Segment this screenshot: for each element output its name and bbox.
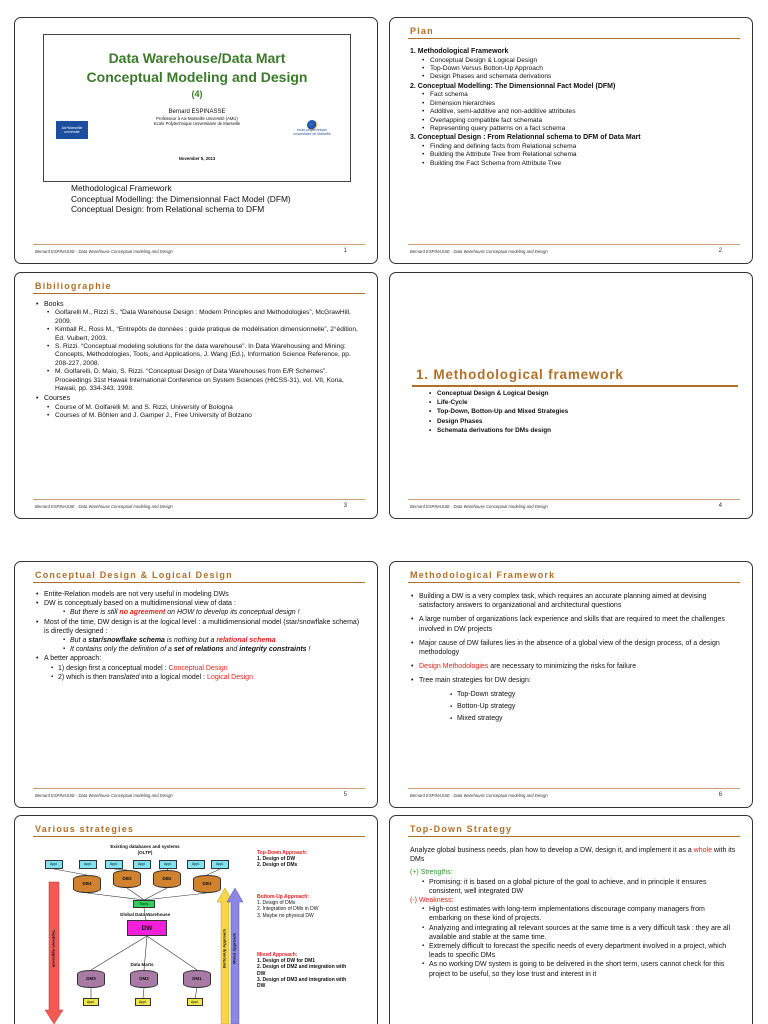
appl-box: Appl. [79, 860, 97, 869]
dw-box: DW [127, 920, 167, 936]
slide-title: Methodological Framework [410, 570, 556, 580]
title-box [43, 34, 351, 182]
slide-footer: Bernard ESPINASSE - Data Warehouse Conceptual modeling and Design [410, 793, 548, 798]
slide-footer: Bernard ESPINASSE - Data Warehouse Conceptual modeling and Design [35, 249, 173, 254]
slide-4 [389, 272, 753, 519]
courses-list: • Course of M. Golfarelli M. and S. Rizzi, University of Bologna • Courses of M. Böhlen and J. Gamper J., Free University of Bolzano [35, 404, 361, 421]
slide-body [410, 846, 736, 979]
slide-title: Plan [410, 26, 434, 36]
part-number: (4) [191, 89, 203, 99]
mixed-arrow-label: Mixed Approach [231, 933, 237, 964]
bottomup-arrow-label: BottomUp Approach [221, 929, 227, 968]
title-divider [33, 836, 365, 837]
appl-box: Appl. [45, 860, 63, 869]
slide-5 [14, 561, 378, 808]
strategies-diagram [35, 842, 247, 1024]
plan-section-3-list: • Finding and defining facts from Relational schema • Building the Attribute Tree from Relational schema • Building the Fact Schema from Attribute Tree [410, 143, 736, 168]
strategy-list: ▪ Top-Down strategy ▪ Botton-Up strategy ▪ Mixed strategy [422, 689, 736, 725]
courses-heading: • Courses [35, 394, 361, 403]
db-cylinder: DB1 [193, 875, 221, 893]
slide-title: Conceptual Design & Logical Design [35, 570, 233, 580]
data-marts-label: Data Marts [130, 962, 154, 967]
slide-footer: Bernard ESPINASSE - Data Warehouse Conceptual modeling and Design [410, 504, 548, 509]
plan-body: 1. Methodological Framework • Conceptual Design & Logical Design • Top-Down Versus Botton-Up Approach • Design Phases and schemata derivations 2. Conceptual Modelling: The Dimensionnal Fact Model (DFM) • Fact schema • Dimension hierarchies • Additive, semi-additive and non-additive attributes • Overlapping compatible fact schemata • Representing query patterns on a fact schema 3. Conceptual Design : From Relationnal schema to DFM of Data Mart • Finding and defining facts from Relational schema • Building the Attribute Tree from Relational schema • Building the Fact Schema from Attribute Tree [410, 47, 736, 168]
appl-box: Appl. [135, 998, 151, 1006]
page-number: 2 [718, 248, 722, 254]
plan-section-2-list: • Fact schema • Dimension hierarchies • Additive, semi-additive and non-additive attributes • Overlapping compatible fact schemata • Representing query patterns on a fact schema [410, 91, 736, 133]
slide-footer: Bernard ESPINASSE - Data Warehouse Conceptual modeling and Design [35, 793, 173, 798]
title-divider [408, 836, 740, 837]
section-title: 1. Methodological framework [416, 367, 624, 382]
amu-logo: Aix*Marseille université [56, 121, 88, 139]
slide-title: Various strategies [35, 824, 135, 834]
weakness-list: ▪ High-cost estimates with long-term implementations discourage company managers from embarking on these kind of projects. ▪ Analyzing and integrating all relevant sources at the same time is a very difficult task : they are all available and stable at the same time. ▪ Extremely difficult to forecast the specific needs of every department involved in a project, which leads to specific DMs ▪ As no working DW system is going to be delivered in the short term, users cannot check for this project to be useful, so they lose trust and interest in it [394, 905, 736, 979]
footer-divider [33, 244, 365, 245]
appl-box: Appl. [187, 860, 205, 869]
footer-divider [408, 244, 740, 245]
title-divider [412, 385, 738, 387]
global-dw-label: Global Data Warehouse [119, 912, 171, 917]
dm-cylinder: DM3 [77, 970, 105, 988]
bottomup-legend: Bottom-Up Approach: 1. Design of DMs 2. Integration of DMs in DW 3. Maybe no physical DW [257, 894, 319, 919]
page-number: 5 [343, 792, 347, 798]
title-divider [408, 582, 740, 583]
slide-footer: Bernard ESPINASSE - Data Warehouse Conceptual modeling and Design [410, 249, 548, 254]
plan-section-1-list: • Conceptual Design & Logical Design • Top-Down Versus Botton-Up Approach • Design Phases and schemata derivations [410, 57, 736, 82]
presentation-date: November 5, 2013 [178, 156, 216, 161]
footer-divider [408, 788, 740, 789]
topic-list: Methodological Framework Conceptual Modelling: the Dimensionnal Fact Model (DFM) Conceptual Design: from Relational schema to DFM [71, 183, 291, 215]
footer-divider [408, 499, 740, 500]
appl-box: Appl. [159, 860, 177, 869]
appl-box: Appl. [187, 998, 203, 1006]
slide-body: • Entite-Relation models are not very useful in modeling DWs • DW is conceptualy based on a multidimensional view of data : ▪ But there is still no agreement on HOW to develop its conceptual design ! • Most of the time, DW design is at the logical level : a multidimensional model (star/snowflake schema) is directly designed : ▪ But a star/snowflake schema is nothing but a relational schema ▪ It contains only the definition of a set of relations and integrity constraints ! • A better approach: ▪ 1) design first a conceptual model : Conceptual Design ▪ 2) which is then translated into a logical model : Logical Design [35, 590, 361, 682]
dm-cylinder: DM1 [183, 970, 211, 988]
slide-title: Top-Down Strategy [410, 824, 513, 834]
books-heading: • Books [35, 300, 361, 309]
page-number: 3 [343, 503, 347, 509]
slide-8 [389, 815, 753, 1024]
slide-2 [389, 17, 753, 264]
appl-box: Appl. [133, 860, 151, 869]
weakness-heading: (-) Weakness: [410, 897, 454, 905]
trans-box: Trans. [133, 900, 155, 908]
page-number: 4 [718, 503, 722, 509]
footer-divider [33, 499, 365, 500]
polytech-logo: école polytechnique universitaire de Marseille [290, 119, 334, 139]
footer-divider [33, 788, 365, 789]
appl-box: Appl. [105, 860, 123, 869]
slide-3 [14, 272, 378, 519]
appl-box: Appl. [211, 860, 229, 869]
slide-footer: Bernard ESPINASSE - Data Warehouse Conceptual modeling and Design [35, 504, 173, 509]
mixed-legend: Mixed Approach: 1. Design of DW for DM1 2. Design of DM2 and integration with DW 3. Design of DM3 and integration with DW [257, 952, 347, 990]
oltp-label: Existing databases and systems (OLTP) [110, 844, 180, 855]
title-divider [33, 582, 365, 583]
section-items: • Conceptual Design & Logical Design • Life-Cycle • Top-Down, Botton-Up and Mixed Strategies • Design Phases • Schemata derivations for DMs design [428, 389, 568, 435]
topdown-legend: Top-Down Approach: 1. Design of DW 2. Design of DMs [257, 850, 308, 869]
slide-7 [14, 815, 378, 1024]
author-block: Bernard ESPINASSE Professeur à Aix-Marseille Université (AMU) Ecole Polytechnique Universitaire de Marseille [153, 109, 241, 126]
bibliography-body [35, 300, 361, 421]
dm-cylinder: DM2 [130, 970, 158, 988]
title-divider [33, 293, 365, 294]
strengths-list: ▪ Promising: it is based on a global picture of the goal to achieve, and in principle it ensures consistent, well integrated DW [394, 878, 736, 896]
topdown-arrow-label: TopDown Approach [51, 929, 57, 968]
slide-body: • Building a DW is a very complex task, which requires an accurate planning aimed at devising satisfactory answers to organizational and architectural questions • A large number of organizations lack experience and skills that are required to meet the challenges involved in DW projects • Major cause of DW failures lies in the absence of a global view of the design process, of a design methodology • Design Methodologies are necessary to minimizing the risks for failure • Tree main strategies for DW design: ▪ Top-Down strategy ▪ Botton-Up strategy ▪ Mixed strategy [410, 592, 736, 725]
presentation-title: Data Warehouse/Data Mart Conceptual Modeling and Design [86, 50, 308, 85]
intro-text: Analyze global business needs, plan how to develop a DW, design it, and implement it as a whole with its DMs [410, 847, 736, 864]
books-list: • Golfarelli M., Rizzi S., “Data Warehouse Design : Modern Principles and Methodologies”, McGrawHill, 2009. • Kimball R., Ross M., “Entrepôts de données : guide pratique de modélisation dimensionnelle”, 2°édition, Ed. Vuibert, 2003. • S. Rizzi. “Conceptual modeling solutions for the data warehouse”. In Data Warehousing and Mining: Concepts, Methodologies, Tools, and Applications, J. Wang (Ed.), Information Science Reference, pp. 208-227, 2008. • M. Golfarelli, D. Maio, S. Rizzi. “Conceptual Design of Data Warehouses from E/R Schemes”. Proceedings 31st Hawaii International Conference on System Sciences (HICSS-31), vol. VII, Kona, Hawaii, pp. 334-343, 1998. [35, 309, 361, 393]
db-cylinder: DB3 [113, 870, 141, 888]
db-cylinder: DB2 [153, 870, 181, 888]
db-cylinder: DB4 [73, 875, 101, 893]
diagram-arrows [35, 842, 247, 1024]
page-number: 1 [343, 248, 347, 254]
page-number: 6 [718, 792, 722, 798]
slide-1 [14, 17, 378, 264]
appl-box: Appl. [83, 998, 99, 1006]
slide-title: Bibiliographie [35, 281, 112, 291]
slide-6 [389, 561, 753, 808]
title-divider [408, 38, 740, 39]
strengths-heading: (+) Strengths: [410, 869, 453, 877]
